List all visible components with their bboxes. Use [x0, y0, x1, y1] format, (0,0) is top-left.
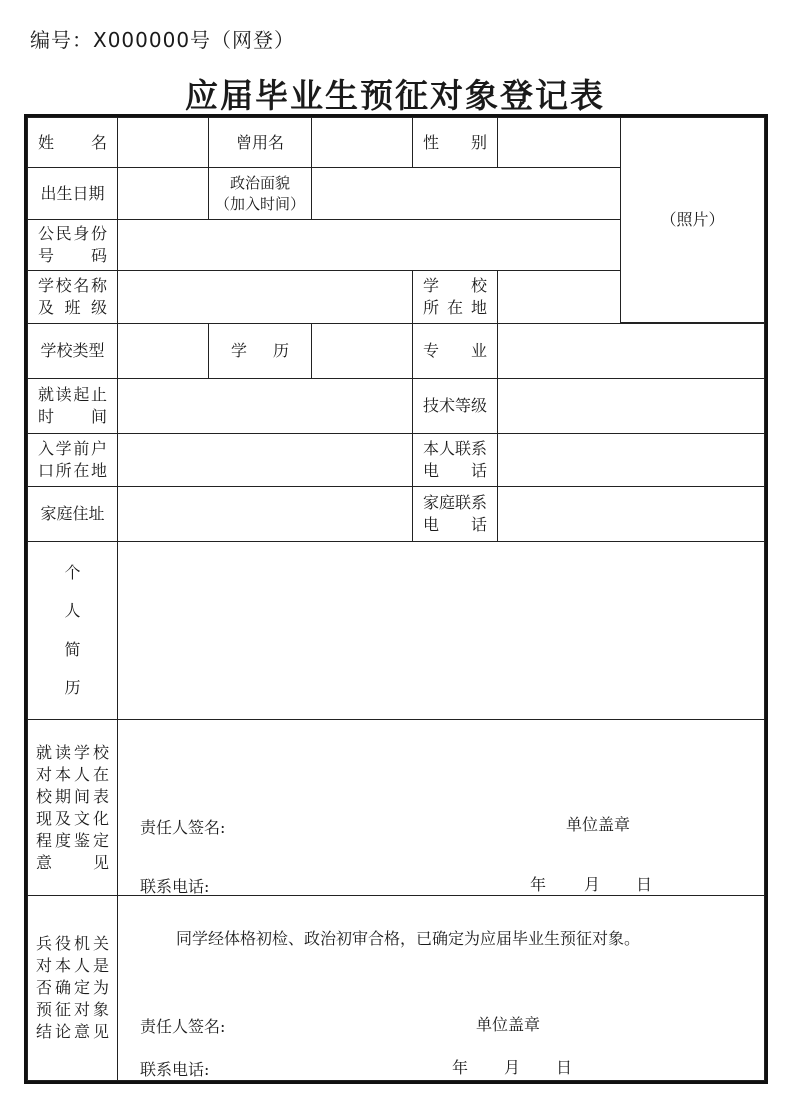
school-opinion-label: 就读学校 对本人在 校期间表 现及文化 程度鉴定 意 见: [27, 719, 118, 896]
gender-field[interactable]: [497, 117, 621, 168]
school-type-field[interactable]: [117, 323, 209, 379]
school-year-label: 年: [530, 875, 547, 894]
former-name-label: 曾用名: [208, 117, 312, 168]
school-seal-label: 单位盖章: [566, 815, 631, 834]
former-name-field[interactable]: [311, 117, 413, 168]
political-field[interactable]: [311, 167, 621, 220]
hukou-label: 入学前户 口所在地: [27, 433, 118, 487]
birth-label: 出生日期: [27, 167, 118, 220]
address-label: 家庭住址: [27, 486, 118, 542]
skill-level-field[interactable]: [497, 378, 765, 434]
education-field[interactable]: [311, 323, 413, 379]
family-phone-field[interactable]: [497, 486, 765, 542]
military-opinion-label: 兵役机关 对本人是 否确定为 预征对象 结论意见: [27, 895, 118, 1081]
military-month-label: 月: [504, 1058, 521, 1077]
school-day-label: 日: [636, 875, 653, 894]
military-seal-label: 单位盖章: [476, 1015, 541, 1034]
resume-label: 个 人 简 历: [27, 541, 118, 720]
skill-level-label: 技术等级: [412, 378, 498, 434]
study-period-label: 就读起止 时 间: [27, 378, 118, 434]
military-statement: 同学经体格初检、政治初审合格，已确定为应届毕业生预征对象。: [176, 929, 641, 948]
military-year-label: 年: [452, 1058, 469, 1077]
hukou-field[interactable]: [117, 433, 413, 487]
military-phone-label: 联系电话:: [140, 1060, 210, 1079]
school-signer-label: 责任人签名:: [140, 818, 226, 837]
school-opinion-field[interactable]: [117, 719, 765, 896]
major-field[interactable]: [497, 323, 765, 379]
personal-phone-field[interactable]: [497, 433, 765, 487]
school-month-label: 月: [584, 875, 601, 894]
family-phone-label: 家庭联系 电 话: [412, 486, 498, 542]
major-label: 专 业: [412, 323, 498, 379]
name-field[interactable]: [117, 117, 209, 168]
gender-label: 性 别: [412, 117, 498, 168]
photo-box[interactable]: （照片）: [620, 117, 765, 323]
school-location-label: 学 校 所在地: [412, 270, 498, 324]
school-label: 学校名称 及 班 级: [27, 270, 118, 324]
school-location-field[interactable]: [497, 270, 621, 324]
address-field[interactable]: [117, 486, 413, 542]
school-field[interactable]: [117, 270, 413, 324]
school-phone-label: 联系电话:: [140, 877, 210, 896]
birth-field[interactable]: [117, 167, 209, 220]
school-type-label: 学校类型: [27, 323, 118, 379]
political-label: 政治面貌 （加入时间）: [208, 167, 312, 220]
name-label: 姓 名: [27, 117, 118, 168]
military-opinion-field[interactable]: [117, 895, 765, 1081]
id-label: 公民身份 号 码: [27, 219, 118, 271]
military-day-label: 日: [556, 1058, 573, 1077]
military-signer-label: 责任人签名:: [140, 1017, 226, 1036]
resume-field[interactable]: [117, 541, 765, 720]
id-field[interactable]: [117, 219, 621, 271]
form-title: 应届毕业生预征对象登记表: [185, 76, 605, 115]
personal-phone-label: 本人联系 电 话: [412, 433, 498, 487]
serial-number: 编号：X000000号（网登）: [30, 28, 296, 52]
study-period-field[interactable]: [117, 378, 413, 434]
education-label: 学 历: [208, 323, 312, 379]
registration-form: [24, 114, 768, 1084]
